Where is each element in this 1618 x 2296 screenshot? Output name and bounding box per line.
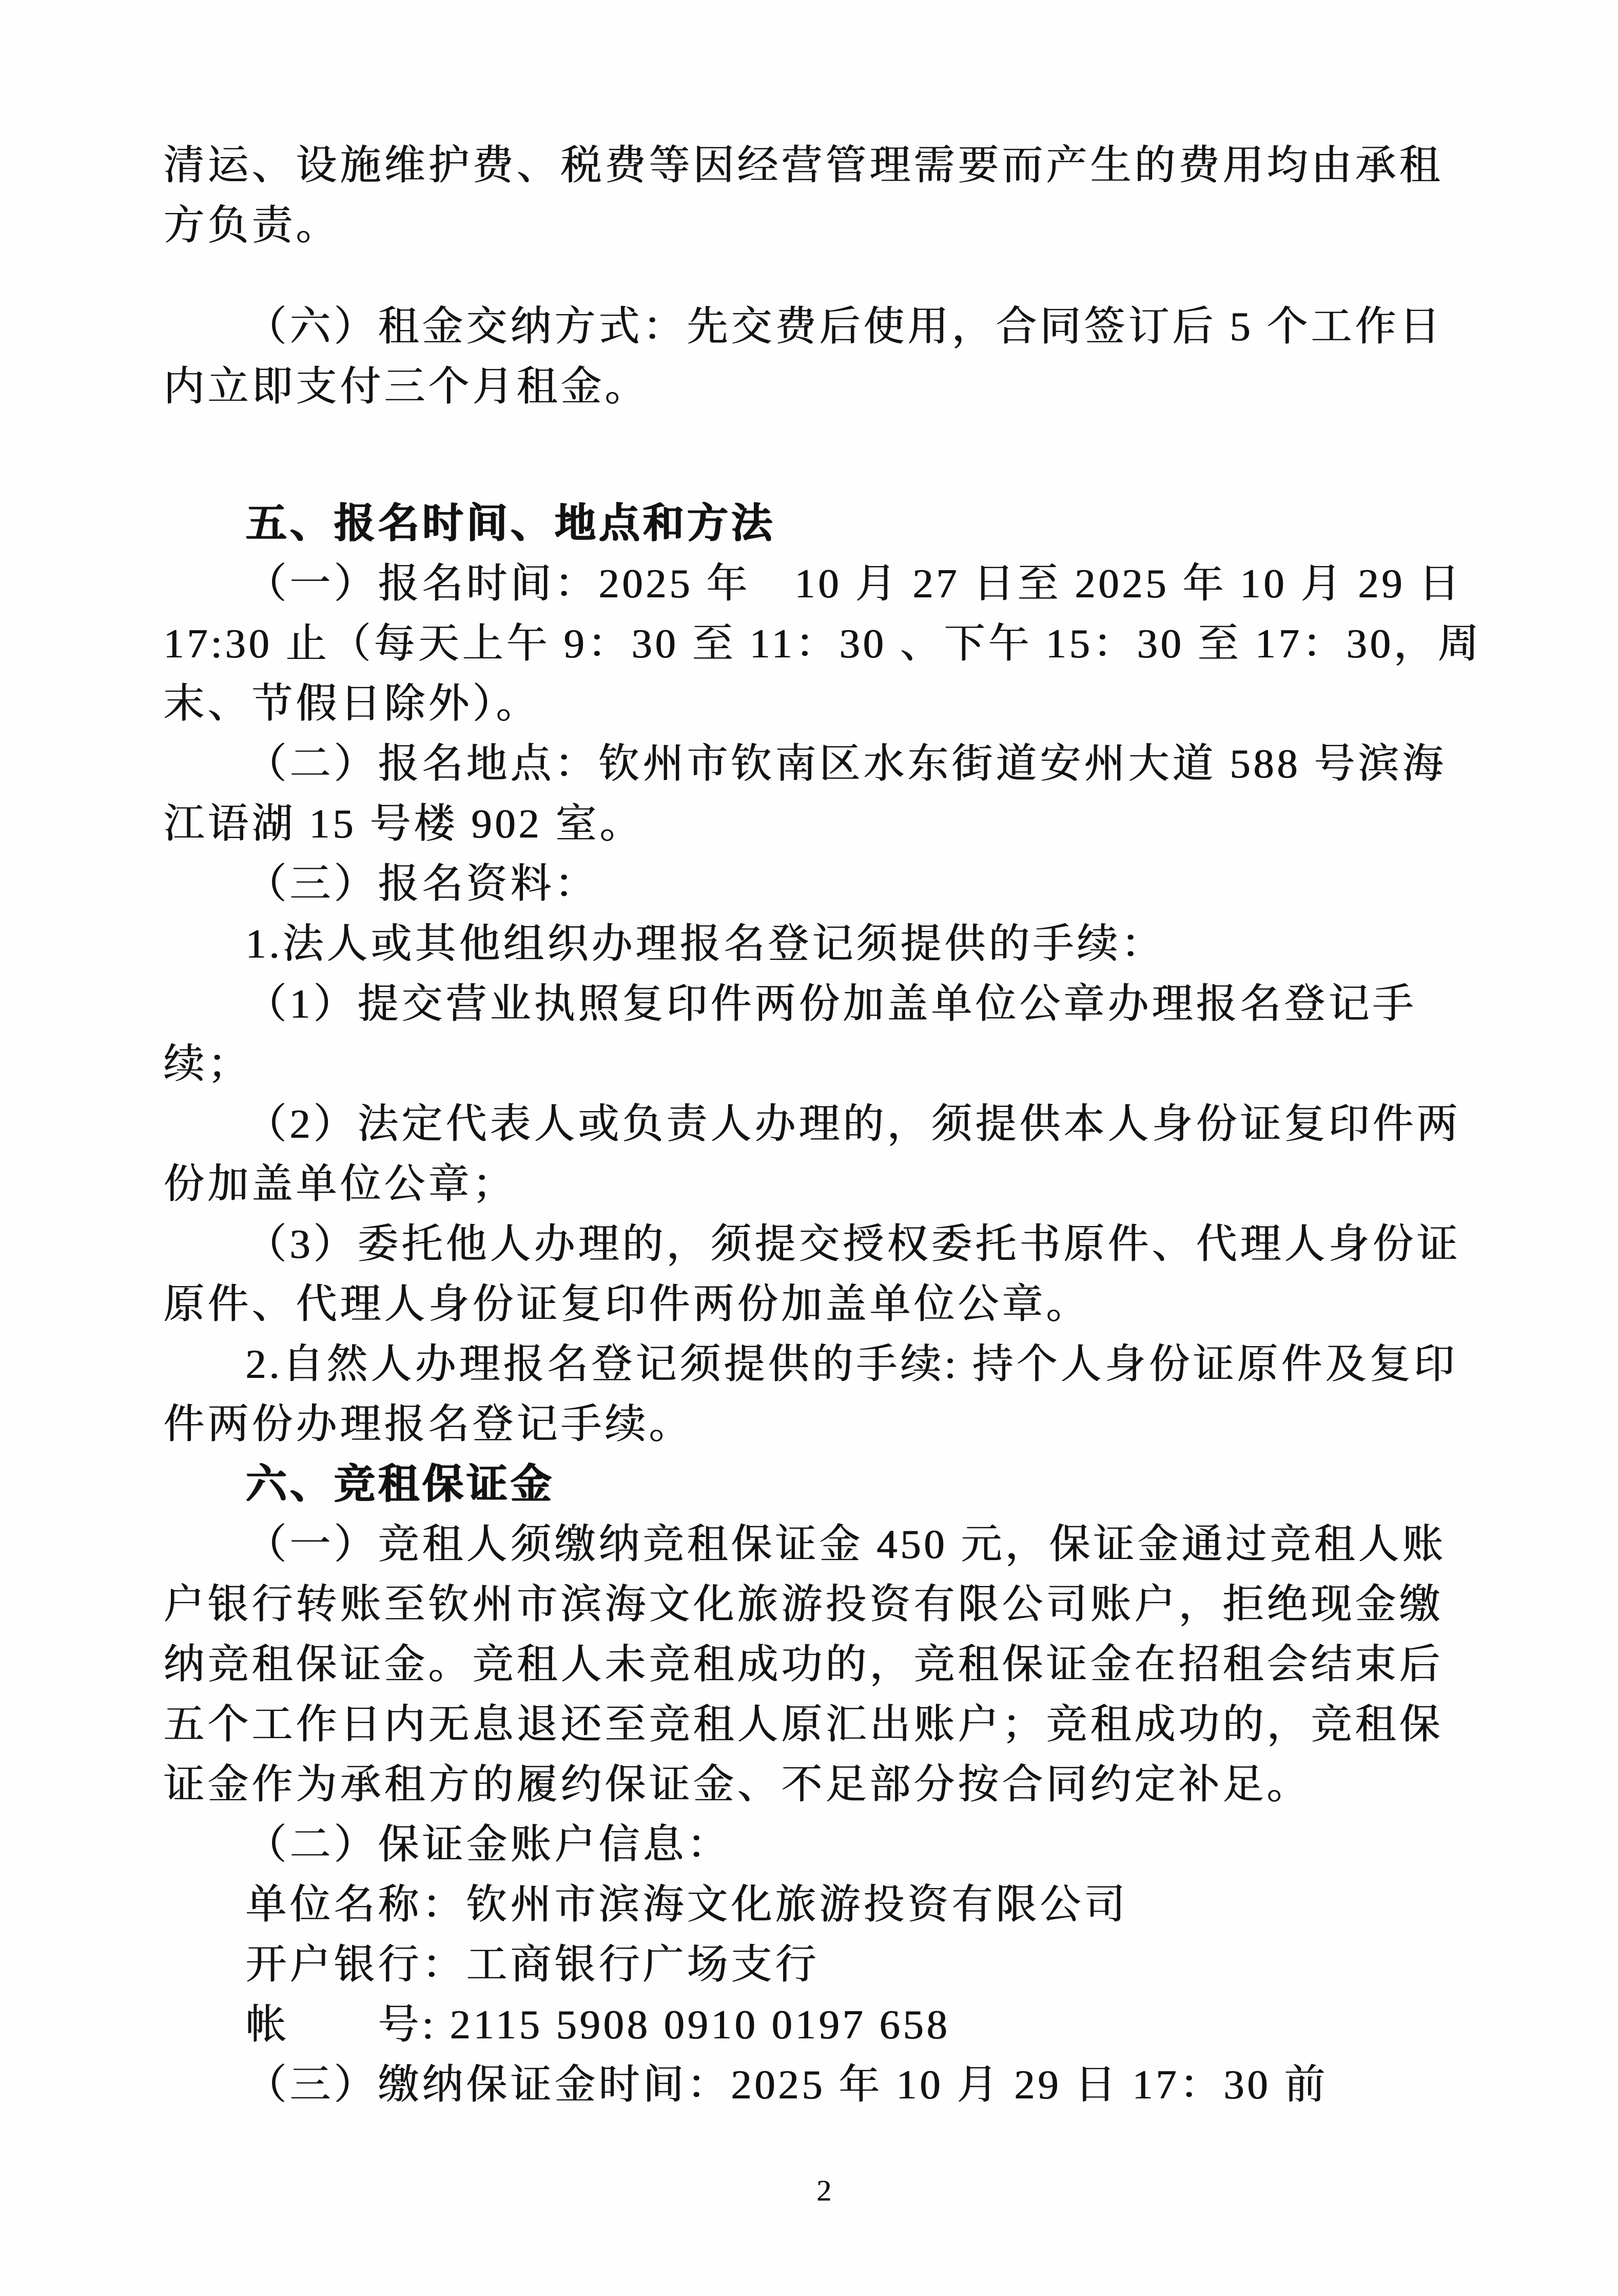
doc-line: 纳竞租保证金。竞租人未竞租成功的，竞租保证金在招租会结束后	[163, 1642, 1443, 1687]
doc-line: 五个工作日内无息退还至竞租人原汇出账户；竞租成功的，竞租保	[163, 1702, 1443, 1747]
doc-line: （二）保证金账户信息：	[245, 1822, 731, 1867]
doc-line: 开户银行：工商银行广场支行	[245, 1942, 819, 1988]
doc-line: 证金作为承租方的履约保证金、不足部分按合同约定补足。	[163, 1762, 1311, 1807]
doc-line: 户银行转账至钦州市滨海文化旅游投资有限公司账户，拒绝现金缴	[163, 1582, 1443, 1627]
doc-line: 份加盖单位公章；	[163, 1162, 516, 1207]
doc-line: （一）竞租人须缴纳竞租保证金 450 元，保证金通过竞租人账	[245, 1522, 1446, 1567]
doc-line: （三）报名资料：	[245, 862, 598, 907]
doc-line: 1.法人或其他组织办理报名登记须提供的手续：	[245, 922, 1165, 967]
doc-line: 17:30 止（每天上午 9：30 至 11：30 、下午 15：30 至 17：30，周	[163, 621, 1482, 667]
doc-line: （3）委托他人办理的，须提交授权委托书原件、代理人身份证	[245, 1222, 1460, 1267]
doc-line: （一）报名时间：2025 年 10 月 27 日至 2025 年 10 月 29 日	[245, 561, 1463, 607]
doc-line: （二）报名地点：钦州市钦南区水东街道安州大道 588 号滨海	[245, 742, 1446, 787]
doc-line: 单位名称：钦州市滨海文化旅游投资有限公司	[245, 1882, 1128, 1928]
doc-line: （2）法定代表人或负责人办理的，须提供本人身份证复印件两	[245, 1102, 1460, 1147]
doc-line: 件两份办理报名登记手续。	[163, 1402, 693, 1447]
doc-line: 2.自然人办理报名登记须提供的手续: 持个人身份证原件及复印	[245, 1342, 1458, 1387]
doc-line: 清运、设施维护费、税费等因经营管理需要而产生的费用均由承租	[163, 143, 1443, 188]
section-heading-6: 六、竞租保证金	[245, 1462, 554, 1507]
doc-line: 末、节假日除外）。	[163, 682, 540, 727]
doc-line: 方负责。	[163, 203, 340, 248]
doc-line: 内立即支付三个月租金。	[163, 364, 649, 410]
doc-line: 续；	[163, 1042, 251, 1087]
doc-line: （六）租金交纳方式：先交费后使用，合同签订后 5 个工作日	[245, 304, 1443, 349]
doc-line: （1）提交营业执照复印件两份加盖单位公章办理报名登记手	[245, 982, 1416, 1027]
doc-line: 帐 号: 2115 5908 0910 0197 658	[245, 2002, 950, 2048]
doc-line: （三）缴纳保证金时间：2025 年 10 月 29 日 17：30 前	[245, 2062, 1328, 2108]
doc-line: 江语湖 15 号楼 902 室。	[163, 802, 644, 847]
doc-line: 原件、代理人身份证复印件两份加盖单位公章。	[163, 1282, 1090, 1327]
section-heading-5: 五、报名时间、地点和方法	[245, 501, 775, 547]
page-number: 2	[816, 2174, 831, 2207]
